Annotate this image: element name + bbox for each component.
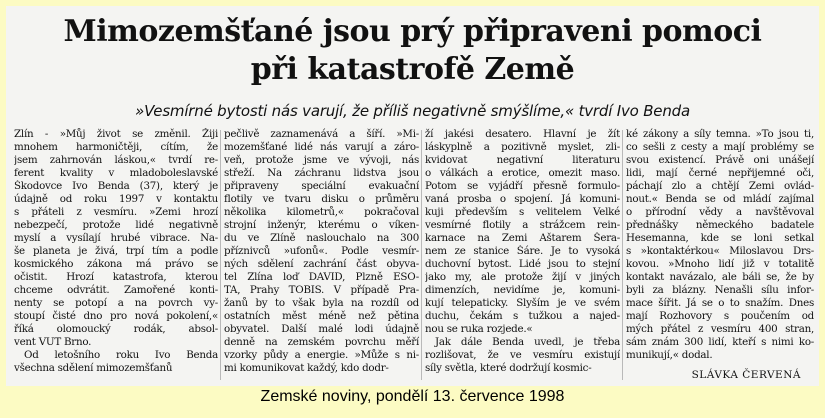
- article-line: nout.« Benda se od mládí zajímal: [626, 193, 814, 205]
- article-line: svou existencí. Právě oni unášejí: [626, 154, 814, 166]
- article-line: jsem zahrnován láskou,« tvrdí re-: [14, 154, 218, 166]
- article-line: duchovní bytost. Lidé jsou to stejní: [425, 258, 620, 270]
- article-line: Potom se vyjádří přesně formulo-: [425, 180, 620, 192]
- article-line: jako my, ale protože žijí v jiných: [425, 271, 620, 283]
- article-line: munikují,« dodal.: [626, 349, 713, 361]
- article-line: kvidovat negativní literaturu: [425, 154, 620, 166]
- article-line: mozemšťané lidé nás varují a záro-: [224, 141, 419, 153]
- newspaper-clipping: [6, 6, 819, 386]
- article-line: vzorky půdy a energie. »Může s ni-: [224, 349, 419, 361]
- article-line: co sešli z cesty a mají problémy se: [626, 141, 814, 153]
- article-line: příznivců »ufonů«. Podle vesmír-: [224, 245, 419, 257]
- column-divider: [421, 130, 422, 380]
- article-line: flotily ve tvaru disku o průměru: [224, 193, 419, 205]
- article-line: vesmírné flotily a strážcem rein-: [425, 219, 620, 231]
- source-caption: Zemské noviny, pondělí 13. července 1998: [260, 388, 565, 405]
- article-column-1: [14, 128, 218, 375]
- article-line: o válkách a erotice, omezit maso.: [425, 167, 620, 179]
- article-line: připraveny speciální evakuační: [224, 180, 419, 192]
- article-line: Škodovce Ivo Benda (37), který je: [14, 180, 218, 192]
- article-line: pečlivě zaznamenává a šíří. »Mi-: [224, 128, 419, 140]
- article-line: dimenzích, nevidíme je, komuni-: [425, 284, 620, 296]
- article-line: byli za blázny. Nenašli sílu infor-: [626, 284, 814, 296]
- article-line: Zlín - »Můj život se změnil. Žiji: [14, 128, 218, 140]
- article-line: vent VUT Brno.: [14, 336, 92, 348]
- article-line: přednášky německého badatele: [626, 219, 814, 231]
- article-line: du ve Zlíně naslouchalo na 300: [224, 232, 419, 244]
- article-line: vaná prosba o spojení. Já komuni-: [425, 193, 620, 205]
- article-line: sám znám 300 lidí, kteří s nimi ko-: [626, 336, 814, 348]
- article-line: mají Rozhovory s poučením od: [626, 310, 814, 322]
- article-line: mi komunikovat každý, kdo dodr-: [224, 362, 389, 374]
- article-line: střeží. Na záchranu lidstva jsou: [224, 167, 419, 179]
- article-line: strojní inženýr, kterému o víken-: [224, 219, 419, 231]
- headline-line-2: při katastrofě Země: [250, 52, 575, 87]
- article-line: láskyplně a pozitivně myslet, zli-: [425, 141, 620, 153]
- article-line: síly světla, které dodržují kosmic-: [425, 362, 592, 374]
- article-line: mace šířit. Já se o to snažím. Dnes: [626, 297, 814, 309]
- article-line: kovou. »Mnoho lidí již v totalitě: [626, 258, 814, 270]
- article-line: še planeta je živá, trpí tím a podle: [14, 245, 218, 257]
- article-line: nem ze stanice Šáre. Je to vysoká: [425, 245, 620, 257]
- article-line: několika kilometrů,« pokračoval: [224, 206, 419, 218]
- article-line: s »kontaktérkou« Miloslavou Drs-: [626, 245, 814, 257]
- article-line: ferent kvality v mladoboleslavské: [14, 167, 218, 179]
- article-line: ných sdělení zachrání část obyva-: [224, 258, 419, 270]
- subheadline: »Vesmírné bytosti nás varují, že příliš negativně smýšlíme,« tvrdí Ivo Benda: [135, 102, 690, 120]
- article-column-4: [626, 128, 814, 362]
- article-line: s přáteli z vesmíru. »Zemi hrozí: [14, 206, 218, 218]
- article-line: duchu, čekám s tužkou a najed-: [425, 310, 620, 322]
- article-line: karnace na Zemi Aštarem Šera-: [425, 232, 620, 244]
- column-divider: [622, 130, 623, 380]
- article-line: mnohem harmoničtěji, cítím, že: [14, 141, 218, 153]
- article-line: ží jakési desatero. Hlavní je žít: [425, 128, 620, 140]
- article-line: obyvatel. Další malé lodi údajně: [224, 323, 419, 335]
- article-line: nenty se potopí a na povrch vy-: [14, 297, 218, 309]
- article-line: Od letošního roku Ivo Benda: [24, 349, 218, 361]
- article-line: lidi, mají černé nepřijemné oči,: [626, 167, 814, 179]
- article-line: kontakt navázalo, ale báli se, že by: [626, 271, 814, 283]
- article-line: denně na zemském povrchu měří: [224, 336, 419, 348]
- article-line: Hesemanna, kde se loni setkal: [626, 232, 814, 244]
- article-line: nebezpečí, protože lidé negativně: [14, 219, 218, 231]
- article-line: páchají zlo a chtějí Zemi ovlád-: [626, 180, 814, 192]
- article-line: kují telepaticky. Slyším je ve svém: [425, 297, 620, 309]
- article-line: mých přátel z vesmíru 400 stran,: [626, 323, 814, 335]
- headline-line-1: Mimozemšťané jsou prý připraveni pomoci: [63, 14, 762, 49]
- article-line: údajně od roku 1997 v kontaktu: [14, 193, 218, 205]
- article-line: všechna sdělení mimozemšťanů: [14, 362, 173, 374]
- article-line: myslí a vysílají hrubé vibrace. Na-: [14, 232, 218, 244]
- article-line: ké zákony a síly temna. »To jsou ti,: [626, 128, 814, 140]
- article-line: o přírodní vědy a navštěvoval: [626, 206, 814, 218]
- article-line: tel Zlína loď DAVID, Plzně ESO-: [224, 271, 419, 283]
- article-line: stoupí čisté dno pro nová pokolení,«: [14, 310, 218, 322]
- article-line: Jak dále Benda uvedl, je třeba: [435, 336, 620, 348]
- article-line: žanů by to však byla na rozdíl od: [224, 297, 419, 309]
- author-signature: SLÁVKA ČERVENÁ: [691, 369, 801, 381]
- article-line: nou se rukа rozjede.«: [425, 323, 533, 335]
- article-column-2: [224, 128, 419, 375]
- column-divider: [220, 130, 221, 380]
- article-line: očistit. Hrozí katastrofa, kterou: [14, 271, 218, 283]
- article-line: veň, protože jsme ve vývoji, nás: [224, 154, 419, 166]
- article-line: kuji především s velitelem Velké: [425, 206, 620, 218]
- article-column-3: [425, 128, 620, 375]
- article-line: ostatních měst méně než pětina: [224, 310, 419, 322]
- article-line: TA, Prahy TOBIS. V případě Pra-: [224, 284, 419, 296]
- article-line: říká olomoucký rodák, absol-: [14, 323, 218, 335]
- article-line: kosmického zákona má právo se: [14, 258, 218, 270]
- article-line: rozlišovat, že ve vesmíru existují: [425, 349, 620, 361]
- article-line: chceme odvrátit. Zamořené konti-: [14, 284, 218, 296]
